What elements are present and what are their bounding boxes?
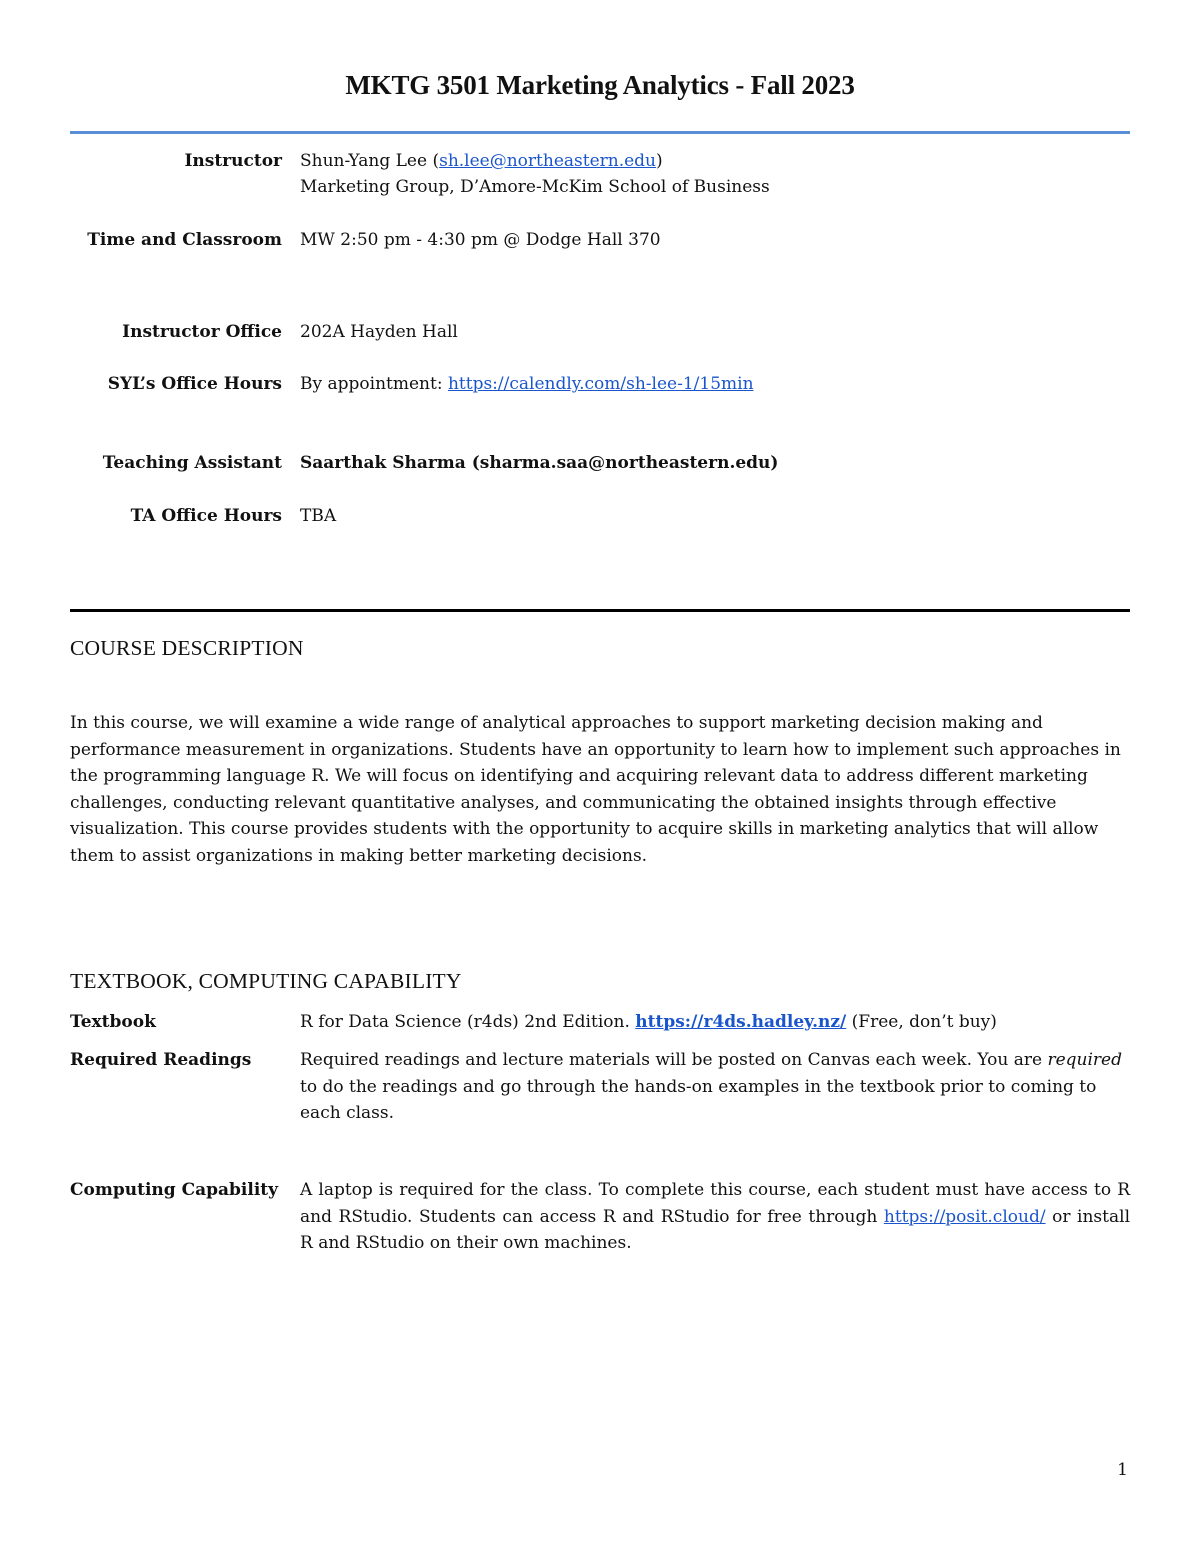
textbook-title: R for Data Science (r4ds) 2nd Edition. xyxy=(300,1012,636,1032)
course-description-heading: COURSE DESCRIPTION xyxy=(70,636,304,660)
r4ds-link[interactable]: https://r4ds.hadley.nz/ xyxy=(635,1012,847,1032)
page-number: 1 xyxy=(1117,1460,1128,1480)
textbook-value xyxy=(300,1009,1130,1036)
instructor-name: Shun-Yang Lee ( xyxy=(300,151,440,171)
ta-office-hours-label: TA Office Hours xyxy=(130,506,282,526)
textbook-section-heading: TEXTBOOK, COMPUTING CAPABILITY xyxy=(70,969,462,993)
instructor-affiliation: Marketing Group, D’Amore-McKim School of Business xyxy=(300,177,770,197)
required-readings-text xyxy=(300,1047,1130,1127)
computing-capability-label: Computing Capability xyxy=(70,1180,279,1200)
time-classroom-value: MW 2:50 pm - 4:30 pm @ Dodge Hall 370 xyxy=(300,230,661,250)
readings-emphasis: required xyxy=(1047,1050,1122,1070)
page-title: MKTG 3501 Marketing Analytics - Fall 2023 xyxy=(345,70,855,100)
ta-label: Teaching Assistant xyxy=(102,453,282,473)
course-description-text: In this course, we will examine a wide range of analytical approaches to support marketing decision making and performance measurement in organizations. Students have an opportunity to learn how to implement such approaches in the programming language R. We will focus on identifying and acquiring relevant data to address different marketing challenges, conducting relevant quantitative analyses, and communicating the obtained insights through effective visualization. This course provides students with the opportunity to acquire skills in marketing analytics that will allow them to assist organizations in making better marketing decisions. xyxy=(70,713,1121,866)
instructor-value xyxy=(300,148,1130,200)
office-hours-prefix: By appointment: xyxy=(300,374,448,394)
readings-text-before: Required readings and lecture materials will be posted on Canvas each week. You are xyxy=(300,1050,1048,1070)
office-hours-value xyxy=(300,371,1130,397)
computing-text-before: A laptop is required for the class. To complete this course, each student must have access to R and RStudio. Students can access R and RStudio for free through xyxy=(300,1180,1130,1227)
instructor-email-link[interactable]: sh.lee@northeastern.edu xyxy=(439,151,657,171)
office-hours-label: SYL’s Office Hours xyxy=(107,374,282,394)
posit-cloud-link[interactable]: https://posit.cloud/ xyxy=(883,1206,1046,1227)
required-readings-label: Required Readings xyxy=(70,1050,252,1070)
calendly-link[interactable]: https://calendly.com/sh-lee-1/15min xyxy=(447,374,754,394)
textbook-label: Textbook xyxy=(70,1012,156,1032)
title-divider xyxy=(70,131,1130,134)
computing-text-after: or install R and RStudio on their own machines. xyxy=(300,1206,1131,1253)
time-classroom-label: Time and Classroom xyxy=(87,230,282,250)
ta-value: Saarthak Sharma (sharma.saa@northeastern.edu) xyxy=(300,453,779,473)
readings-text-after: to do the readings and go through the hands-on examples in the textbook prior to coming to each class. xyxy=(300,1076,1097,1123)
textbook-note: (Free, don’t buy) xyxy=(846,1012,997,1032)
section-divider xyxy=(70,609,1130,612)
computing-capability-text xyxy=(300,1177,1130,1257)
instructor-name-close: ) xyxy=(656,151,663,171)
instructor-office-label: Instructor Office xyxy=(122,322,282,342)
instructor-label: Instructor xyxy=(184,151,282,171)
instructor-office-value: 202A Hayden Hall xyxy=(300,322,458,342)
ta-office-hours-value: TBA xyxy=(300,506,337,526)
